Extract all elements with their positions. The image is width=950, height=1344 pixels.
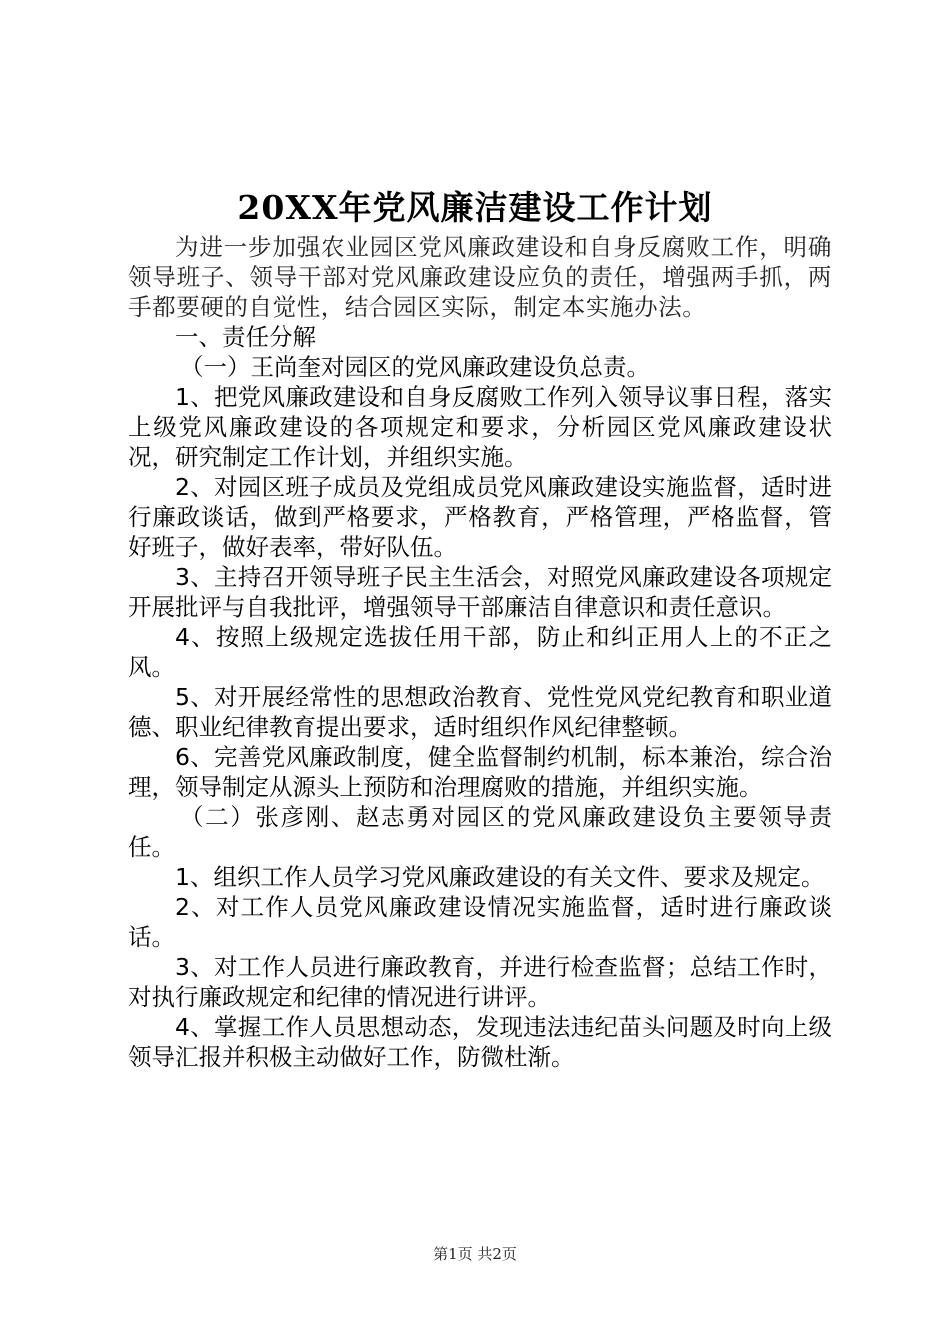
item-paragraph: 2、对园区班子成员及党组成员党风廉政建设实施监督，适时进行廉政谈话，做到严格要求，严格教育，严格管理，严格监督，管好班子，做好表率，带好队伍。 bbox=[128, 473, 832, 561]
document-body bbox=[128, 232, 832, 1072]
item-paragraph: 6、完善党风廉政制度，健全监督制约机制，标本兼治，综合治理，领导制定从源头上预防和治理腐败的措施，并组织实施。 bbox=[128, 743, 832, 801]
section-heading-responsibility: 一、责任分解 bbox=[175, 323, 316, 351]
item-paragraph: 4、按照上级规定选拔任用干部，防止和纠正用人上的不正之风。 bbox=[128, 623, 832, 681]
page-number-footer: 第1页 共2页 bbox=[433, 1245, 517, 1263]
item-paragraph: 3、主持召开领导班子民主生活会，对照党风廉政建设各项规定开展批评与自我批评，增强领导干部廉洁自律意识和责任意识。 bbox=[128, 563, 832, 621]
subsection-heading-1: （一）王尚奎对园区的党风廉政建设负总责。 bbox=[180, 353, 650, 381]
subsection-heading-2: （二）张彦刚、赵志勇对园区的党风廉政建设负主要领导责任。 bbox=[128, 803, 832, 861]
item-paragraph: 1、把党风廉政建设和自身反腐败工作列入领导议事日程，落实上级党风廉政建设的各项规定和要求，分析园区党风廉政建设状况，研究制定工作计划，并组织实施。 bbox=[128, 383, 832, 471]
document-title: 20XX年党风廉洁建设工作计划 bbox=[237, 188, 713, 227]
item-paragraph: 2、对工作人员党风廉政建设情况实施监督，适时进行廉政谈话。 bbox=[128, 893, 832, 951]
item-paragraph: 5、对开展经常性的思想政治教育、党性党风党纪教育和职业道德、职业纪律教育提出要求，适时组织作风纪律整顿。 bbox=[128, 683, 832, 741]
intro-paragraph: 为进一步加强农业园区党风廉政建设和自身反腐败工作，明确领导班子、领导干部对党风廉政建设应负的责任，增强两手抓，两手都要硬的自觉性，结合园区实际，制定本实施办法。 bbox=[128, 233, 832, 321]
item-paragraph: 1、组织工作人员学习党风廉政建设的有关文件、要求及规定。 bbox=[175, 863, 825, 891]
item-paragraph: 3、对工作人员进行廉政教育，并进行检查监督；总结工作时，对执行廉政规定和纪律的情况进行讲评。 bbox=[128, 953, 832, 1011]
item-paragraph: 4、掌握工作人员思想动态，发现违法违纪苗头问题及时向上级领导汇报并积极主动做好工作，防微杜渐。 bbox=[128, 1013, 832, 1071]
